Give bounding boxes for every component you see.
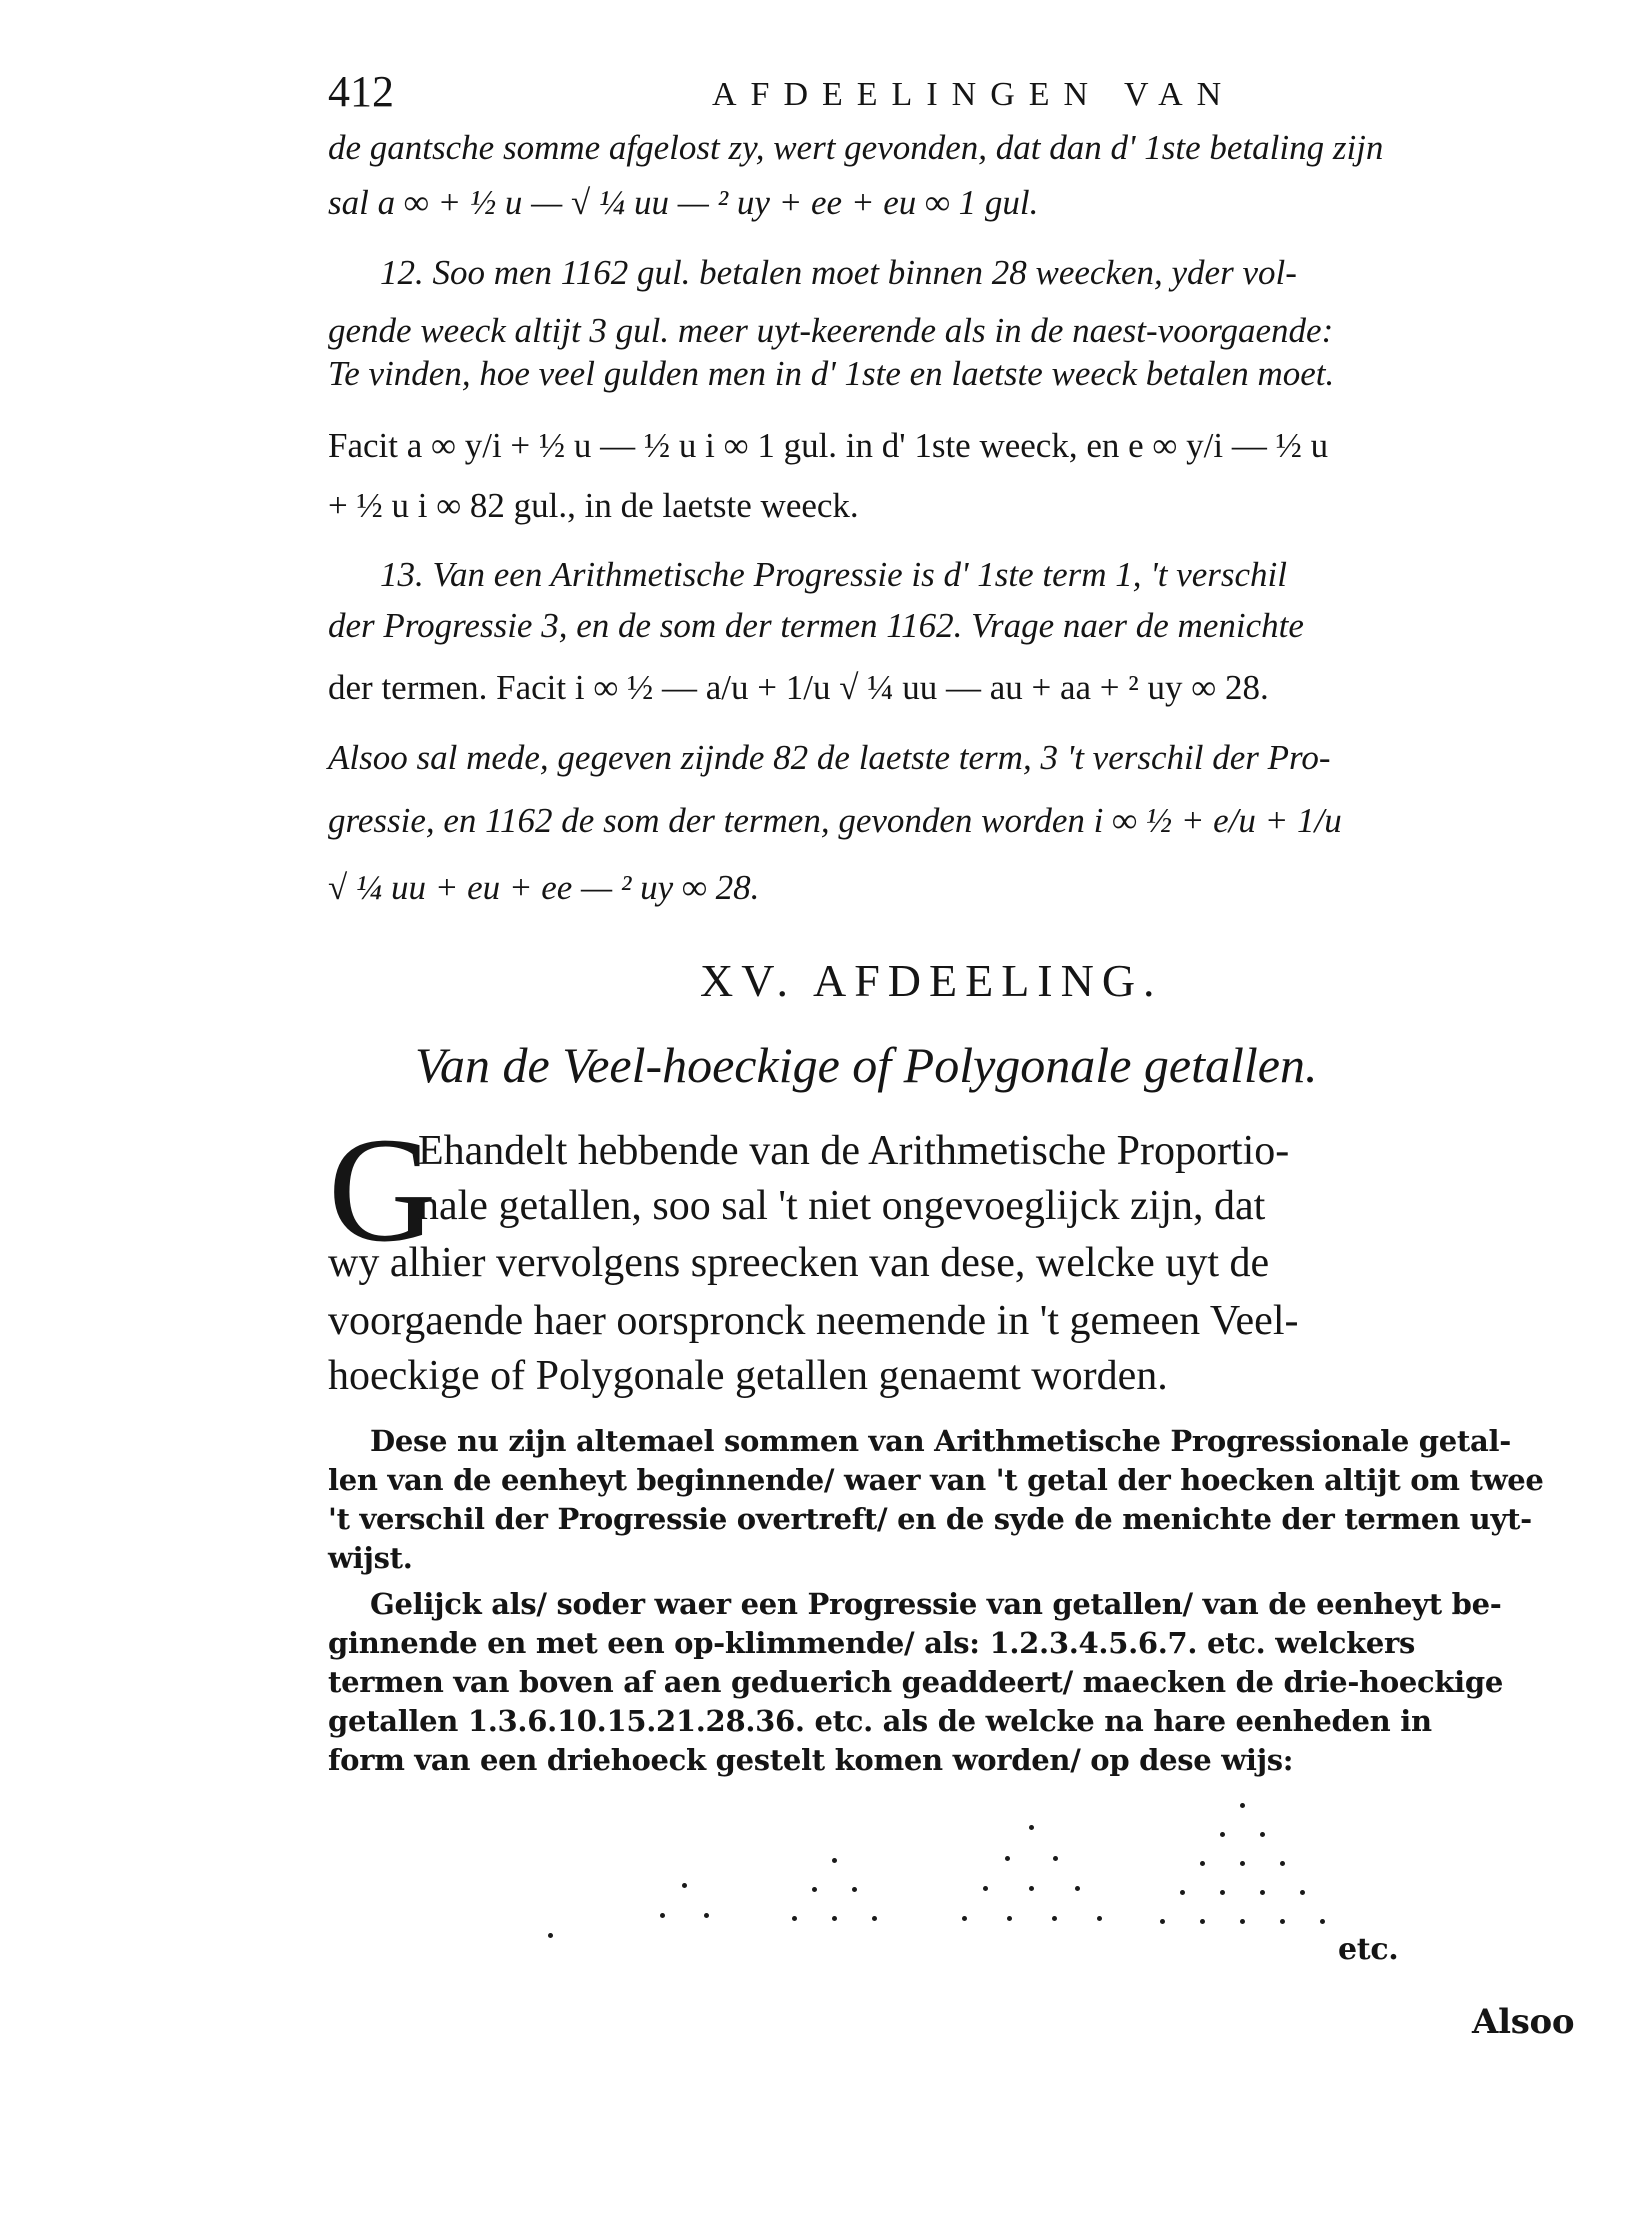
section-heading: XV. AFDEELING. [700,955,1163,1006]
problem-13-line: der termen. Facit i ∞ ½ — a/u + 1/u √ ¼ uu — au + aa + ² uy ∞ 28. [328,668,1269,707]
catchword: Alsoo [1472,2002,1575,2042]
dot [1029,1825,1034,1830]
problem-12-line: Te vinden, hoe veel gulden men in d' 1ste en laetste weeck betalen moet. [328,354,1335,393]
dot [1280,1919,1285,1924]
dot [1200,1919,1205,1924]
dot [1300,1890,1305,1895]
blackletter-line: wijst. [328,1541,413,1575]
intro-line: nale getallen, soo sal 't niet ongevoeglijck zijn, dat [418,1183,1266,1229]
dot [1280,1861,1285,1866]
blackletter-line: Dese nu zijn altemael sommen van Arithmetische Progressionale getal- [370,1424,1511,1458]
dot [872,1916,877,1921]
dot [812,1887,817,1892]
dot [1220,1890,1225,1895]
problem-13-line: √ ¼ uu + eu + ee — ² uy ∞ 28. [328,868,760,907]
dot [1180,1890,1185,1895]
problem-13-line: gressie, en 1162 de som der termen, gevonden worden i ∞ ½ + e/u + 1/u [328,801,1342,840]
dot [548,1933,553,1938]
problem-13-line: 13. Van een Arithmetische Progressie is d' 1ste term 1, 't verschil [380,555,1288,594]
dot [962,1916,967,1921]
dot [852,1887,857,1892]
triangle-etc: etc. [1338,1932,1399,1967]
dot [1240,1803,1245,1808]
page-number: 412 [328,67,394,116]
blackletter-line: ginnende en met een op-klimmende/ als: 1.2.3.4.5.6.7. etc. welckers [328,1626,1416,1660]
dot [1052,1916,1057,1921]
blackletter-line: Gelijck als/ soder waer een Progressie van getallen/ van de eenheyt be- [370,1587,1502,1621]
dot [682,1883,687,1888]
problem-12-line: + ½ u i ∞ 82 gul., in de laetste weeck. [328,486,859,525]
dot [1007,1916,1012,1921]
dot [1320,1919,1325,1924]
intro-line: hoeckige of Polygonale getallen genaemt worden. [328,1353,1168,1399]
dot [660,1913,665,1918]
dot [983,1886,988,1891]
text-line: de gantsche somme afgelost zy, wert gevonden, dat dan d' 1ste betaling zijn [328,128,1384,167]
running-title: AFDEELINGEN VAN [712,76,1236,113]
dot [1005,1856,1010,1861]
dot [1200,1861,1205,1866]
dot [1260,1890,1265,1895]
dot [1160,1919,1165,1924]
drop-cap: G [328,1107,437,1273]
blackletter-line: len van de eenheyt beginnende/ waer van 't getal der hoecken altijt om twee [328,1463,1544,1497]
dot [704,1913,709,1918]
problem-12-line: 12. Soo men 1162 gul. betalen moet binnen 28 weecken, yder vol- [380,253,1297,292]
intro-line: wy alhier vervolgens spreecken van dese, welcke uyt de [328,1240,1270,1286]
intro-line: voorgaende haer oorspronck neemende in 't gemeen Veel- [328,1298,1299,1344]
dot [832,1858,837,1863]
dot [1075,1886,1080,1891]
blackletter-line: 't verschil der Progressie overtreft/ en de syde de menichte der termen uyt- [328,1502,1532,1536]
intro-line: Ehandelt hebbende van de Arithmetische Proportio- [418,1128,1290,1174]
problem-13-line: der Progressie 3, en de som der termen 1162. Vrage naer de menichte [328,606,1304,645]
section-subtitle: Van de Veel-hoeckige of Polygonale getallen. [415,1037,1318,1093]
dot [832,1916,837,1921]
problem-12-line: Facit a ∞ y/i + ½ u — ½ u i ∞ 1 gul. in d' 1ste weeck, en e ∞ y/i — ½ u [328,426,1329,465]
dot [792,1916,797,1921]
dot [1097,1916,1102,1921]
dot [1220,1832,1225,1837]
text-line: sal a ∞ + ½ u — √ ¼ uu — ² uy + ee + eu ∞ 1 gul. [328,183,1039,222]
dot [1053,1856,1058,1861]
blackletter-line: form van een driehoeck gestelt komen worden/ op dese wijs: [328,1743,1294,1777]
dot [1240,1861,1245,1866]
problem-12-line: gende weeck altijt 3 gul. meer uyt-keerende als in de naest-voorgaende: [328,311,1334,350]
blackletter-line: getallen 1.3.6.10.15.21.28.36. etc. als de welcke na hare eenheden in [328,1704,1432,1738]
blackletter-line: termen van boven af aen geduerich geaddeert/ maecken de drie-hoeckige [328,1665,1504,1699]
dot [1029,1886,1034,1891]
problem-13-line: Alsoo sal mede, gegeven zijnde 82 de laetste term, 3 't verschil der Pro- [328,738,1331,777]
dot [1240,1919,1245,1924]
dot [1260,1832,1265,1837]
